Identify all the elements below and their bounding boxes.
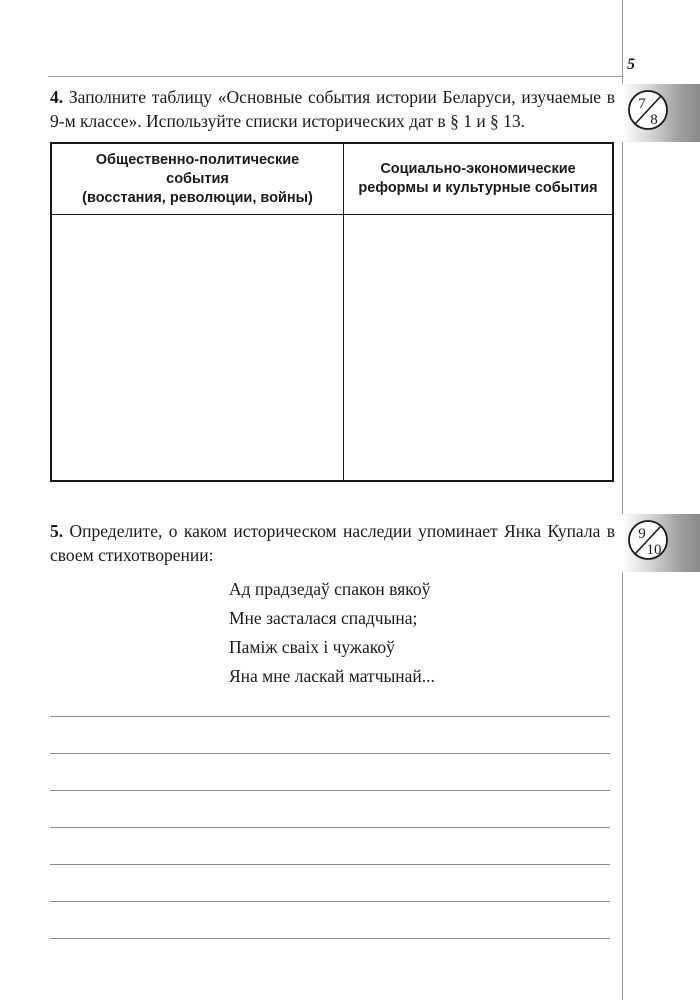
answer-line[interactable] bbox=[50, 864, 610, 901]
task-number: 4. bbox=[50, 87, 64, 107]
answer-line[interactable] bbox=[50, 938, 610, 975]
answer-line[interactable] bbox=[50, 901, 610, 938]
grade-tab-9-10 bbox=[622, 514, 700, 572]
fraction-circle-icon bbox=[626, 88, 670, 132]
answer-lines bbox=[50, 716, 610, 975]
poem-line: Ад прадзедаў спакон вякоў bbox=[229, 579, 431, 599]
page-number: 5 bbox=[627, 56, 635, 73]
poem-line: Мне засталася спадчына; bbox=[229, 608, 418, 628]
answer-line[interactable] bbox=[50, 716, 610, 753]
task-5-instructions bbox=[50, 519, 615, 567]
poem-line: Яна мне ласкай матчынай... bbox=[229, 666, 435, 686]
answer-line[interactable] bbox=[50, 790, 610, 827]
answer-line[interactable] bbox=[50, 827, 610, 864]
margin-rule bbox=[622, 0, 623, 1000]
events-table bbox=[50, 142, 614, 482]
tab-denominator: 10 bbox=[646, 542, 662, 558]
answer-cell-political[interactable] bbox=[51, 215, 344, 482]
poem bbox=[229, 575, 435, 691]
tab-numerator: 7 bbox=[638, 96, 646, 112]
grade-tab-7-8 bbox=[622, 84, 700, 142]
tab-numerator: 9 bbox=[638, 526, 646, 542]
column-header-economic: Социально-экономические реформы и культурные события bbox=[344, 143, 614, 215]
task-text: Определите, о каком историческом наследии упоминает Янка Купала в своем стихотворении: bbox=[50, 521, 615, 565]
fraction-circle-icon bbox=[626, 518, 670, 562]
answer-line[interactable] bbox=[50, 753, 610, 790]
task-4-instructions bbox=[50, 85, 615, 133]
column-header-political: Общественно-политические события (восстания, революции, войны) bbox=[51, 143, 344, 215]
answer-cell-economic[interactable] bbox=[344, 215, 614, 482]
task-number: 5. bbox=[50, 521, 64, 541]
task-text: Заполните таблицу «Основные события истории Беларуси, изучаемые в 9-м классе». Используйте списки исторических дат в § 1 и § 13. bbox=[50, 87, 615, 131]
header-rule bbox=[48, 76, 623, 77]
poem-line: Паміж сваіх і чужакоў bbox=[229, 637, 395, 657]
tab-denominator: 8 bbox=[650, 112, 658, 128]
